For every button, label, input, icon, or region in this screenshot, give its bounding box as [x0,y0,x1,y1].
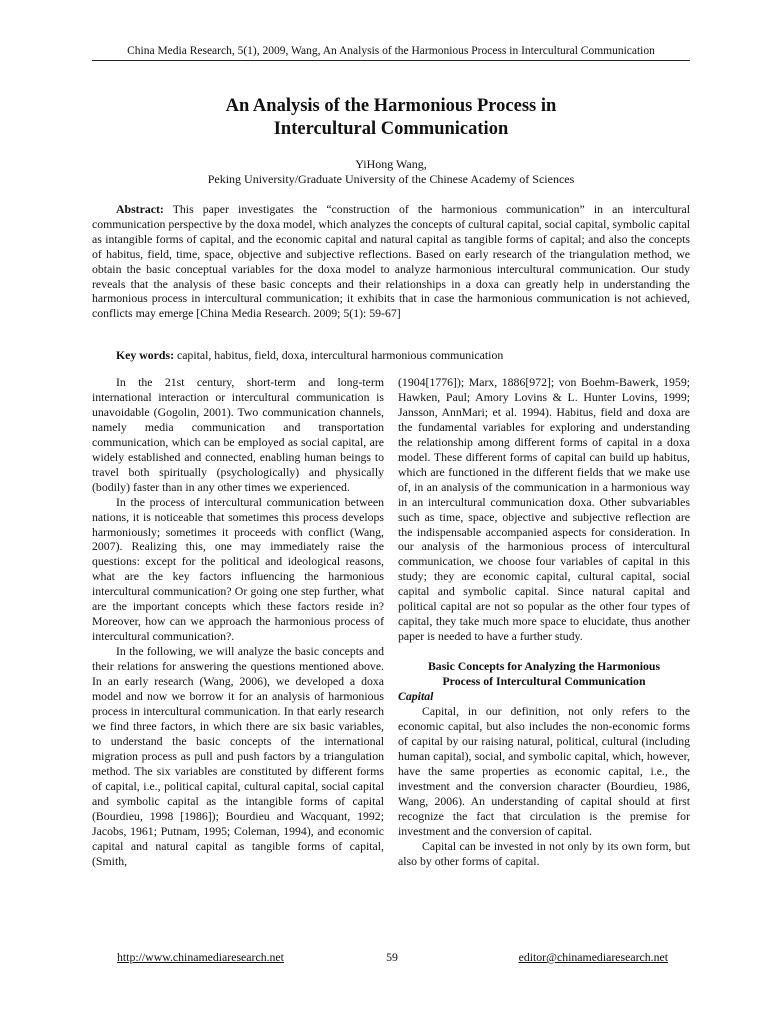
section-heading-line-2: Process of Intercultural Communication [442,674,646,689]
body-paragraph: In the 21st century, short-term and long-term international interaction or intercultural communication is unavoidable (Gogolin, 2001). Two communication channels, namely media communication and transportation communication, which can be employed as social capital, are widely established and connected, enabling human beings to travel both spiritually (psychologically) and physically (bodily) faster than in any other times we experienced. [92,375,384,494]
footer-url-link[interactable]: http://www.chinamediaresearch.net [117,950,284,964]
keywords [92,348,690,363]
subheading-capital: Capital [398,689,434,704]
running-head: China Media Research, 5(1), 2009, Wang, An Analysis of the Harmonious Process in Intercultural Communication [92,44,690,61]
section-heading-line-1: Basic Concepts for Analyzing the Harmonious [427,659,661,674]
title-line-2: Intercultural Communication [273,119,509,139]
paper-title [100,95,682,141]
abstract [92,202,690,321]
body-paragraph: In the process of intercultural communication between nations, it is noticeable that sometimes this process develops harmoniously; sometimes it proceeds with conflict (Wang, 2007). Realizing this, one may immediately raise the questions: except for the political and ideological reasons, what are the key factors influencing the harmonious intercultural communication? Or going one step further, what are the important concepts which these factors reside in? Moreover, how can we approach the harmonious process of intercultural communication?. [92,494,384,644]
left-column [92,375,384,868]
author-name: YiHong Wang, [355,157,427,171]
author-affiliation: Peking University/Graduate University of the Chinese Academy of Sciences [207,172,575,186]
section-heading [398,659,690,689]
keywords-text: capital, habitus, field, doxa, intercultural harmonious communication [176,348,504,362]
author-block [100,157,682,187]
footer-email-link[interactable]: editor@chinamediaresearch.net [518,950,668,964]
page-number: 59 [386,950,398,964]
right-column [398,375,690,869]
body-paragraph: (1904[1776]); Marx, 1886[972]; von Boehm-Bawerk, 1959; Hawken, Paul; Amory Lovins & L. Hunter Lovins, 1999; Jansson, AnnMari; et al. 1994). Habitus, field and doxa are the fundamental variables for exploring and understanding the relationship among different forms of capital in a doxa model. These different forms of capital can build up habitus, which are functioned in the different fields that we make use of, in an analysis of the communication in a harmonious way in an intercultural communication doxa. Other subvariables such as time, space, objective and subjective reflection are the indispensable accompanied aspects for consideration. In our analysis of the harmonious process of intercultural communication, we choose four variables of capital in this study; they are economic capital, cultural capital, social capital and symbolic capital. Since natural capital and political capital are not so popular as the other four types of capital, they take much more space to elucidate, thus another paper is needed to have a further study. [398,375,690,644]
abstract-text: This paper investigates the “construction of the harmonious communication” in an intercultural communication perspective by the doxa model, which analyzes the concepts of cultural capital, social capital, symbolic capital as intangible forms of capital, and the economic capital and natural capital as tangible forms of capital; and also the concepts of habitus, field, time, space, objective and subjective reflections. Based on early research of the triangulation method, we obtain the basic conceptual variables for the doxa model to analyze harmonious intercultural communication. Our study reveals that the analysis of these basic concepts and their relationships in a doxa can greatly help in understanding the harmonious process in intercultural communication; it exhibits that in case the harmonious communication is not achieved, conflicts may emerge [China Media Research. 2009; 5(1): 59-67] [92,202,690,321]
abstract-label: Abstract: [116,202,164,216]
title-line-1: An Analysis of the Harmonious Process in [225,96,557,116]
body-paragraph: In the following, we will analyze the basic concepts and their relations for answering the questions mentioned above. In an early research (Wang, 2006), we developed a doxa model and now we borrow it for an analysis of harmonious process in intercultural communication. In that early research we find three factors, in which there are six basic variables, to understand the basic concepts of the international migration process as pull and push factors by a triangulation method. The six variables are constituted by different forms of capital, i.e., political capital, cultural capital, social capital and symbolic capital as the intangible forms of capital (Bourdieu, 1998 [1986]); Bourdieu and Wacquant, 1992; Jacobs, 1961; Putnam, 1995; Coleman, 1994), and economic capital and natural capital as tangible forms of capital, (Smith, [92,644,384,868]
keywords-label: Key words: [116,348,174,362]
body-paragraph: Capital, in our definition, not only refers to the economic capital, but also includes the non-economic forms of capital by our raising natural, political, cultural (including human capital), social, and symbolic capital, which, however, have the same properties as economic capital, i.e., the investment and the conversion character (Bourdieu, 1986, Wang, 2006). An understanding of capital should at first recognize the fact that circulation is the premise for investment and the conversion of capital. [398,704,690,838]
body-paragraph: Capital can be invested in not only by its own form, but also by other forms of capital. [398,838,690,868]
